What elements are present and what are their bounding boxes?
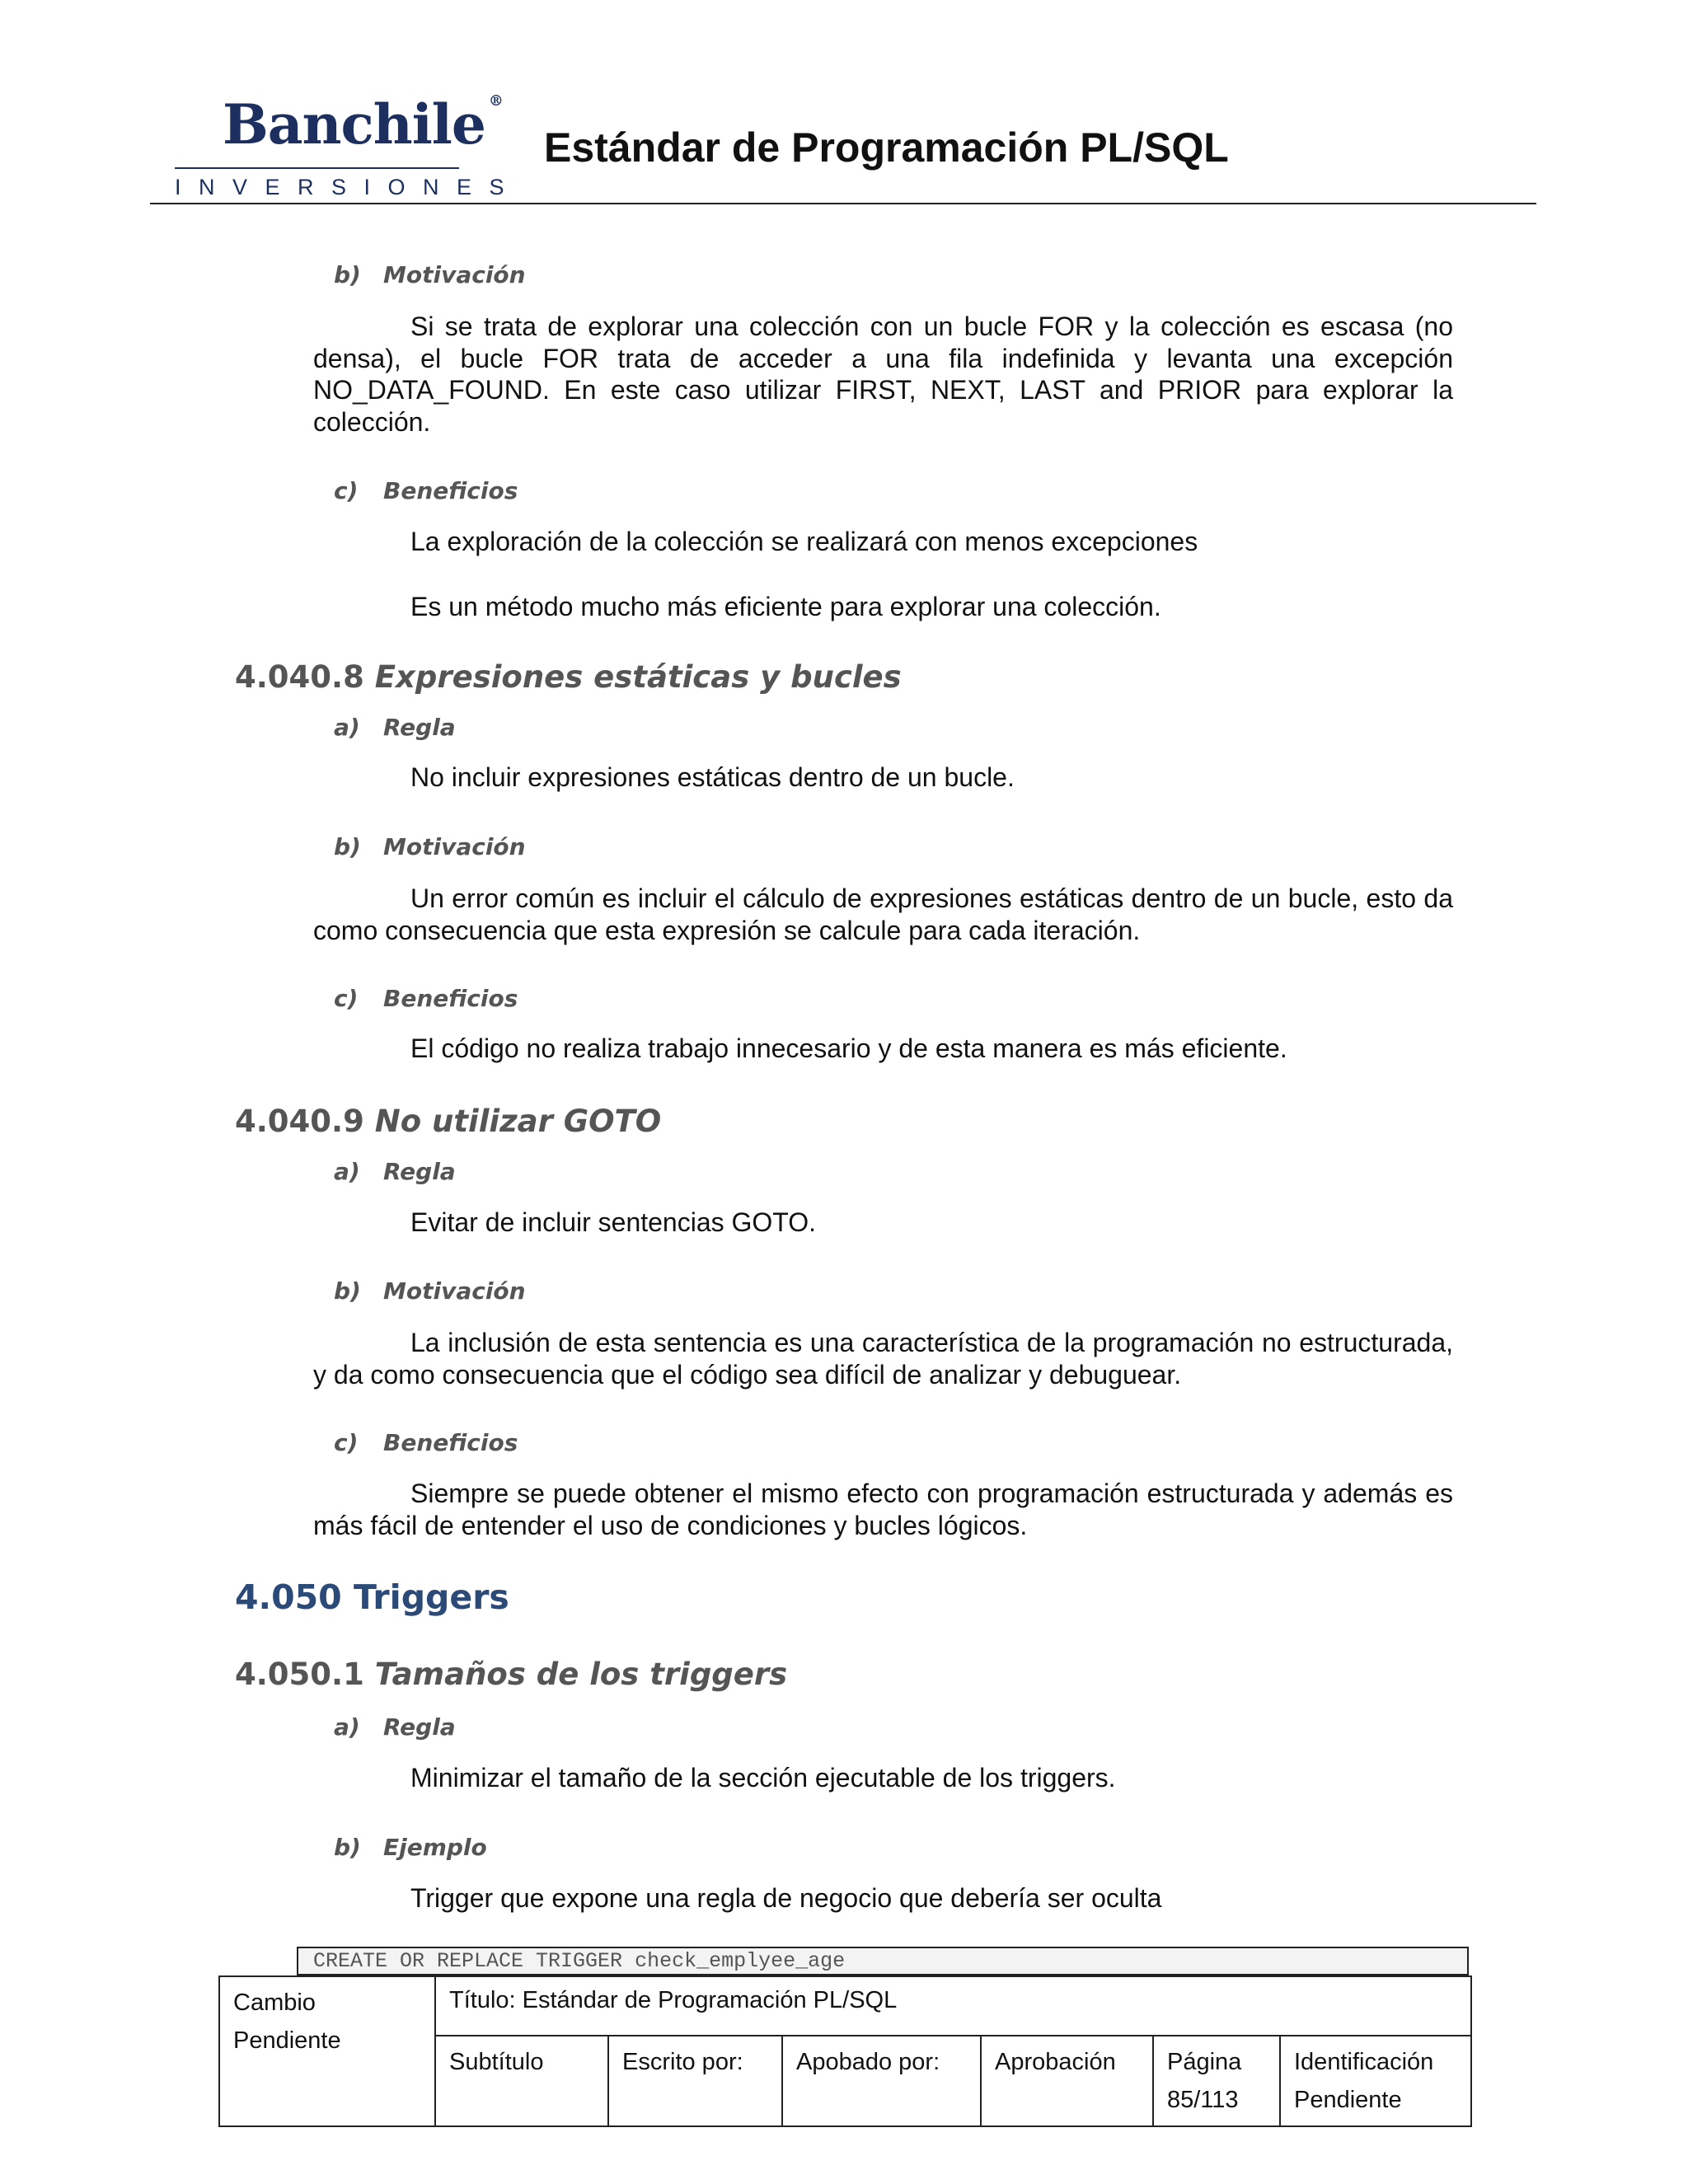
footer-aprobacion: Aprobación: [981, 2036, 1153, 2126]
footer-pendiente: Pendiente: [233, 2027, 341, 2054]
subsection-heading: b) Motivación: [334, 1277, 526, 1305]
footer-pagina-number: 85/113: [1167, 2087, 1239, 2113]
footer-identificacion-label: Identificación: [1294, 2049, 1434, 2075]
footer-title: Título: Estándar de Programación PL/SQL: [435, 1976, 1471, 2036]
header-rule: [150, 203, 1536, 204]
footer-apobado: Apobado por:: [782, 2036, 981, 2126]
subsection-heading: b) Motivación: [334, 833, 526, 860]
footer-subtitulo: Subtítulo: [435, 2036, 608, 2126]
footer-cambio-cell: [219, 1976, 435, 2126]
footer-cambio: Cambio: [233, 1990, 316, 2016]
document-title: Estándar de Programación PL/SQL: [544, 124, 1229, 171]
paragraph: Siempre se puede obtener el mismo efecto con programación estructurada y además es más fácil de entender el uso de condiciones y bucles lógicos.: [313, 1479, 1453, 1540]
subsection-heading: a) Regla: [334, 1713, 456, 1741]
logo-subtitle: INVERSIONES: [175, 175, 523, 199]
footer-table: [218, 1975, 1472, 2127]
section-heading: 4.040.9 No utilizar GOTO: [235, 1104, 662, 1139]
paragraph: Minimizar el tamaño de la sección ejecutable de los triggers.: [410, 1763, 1116, 1793]
section-heading: 4.040.8 Expresiones estáticas y bucles: [235, 659, 902, 695]
footer-pagina-cell: [1153, 2036, 1280, 2126]
company-logo: Banchile ®: [223, 92, 503, 157]
paragraph: No incluir expresiones estáticas dentro de un bucle.: [410, 762, 1015, 792]
paragraph: La exploración de la colección se realizará con menos excepciones: [410, 527, 1198, 556]
paragraph: Evitar de incluir sentencias GOTO.: [410, 1207, 817, 1237]
paragraph: La inclusión de esta sentencia es una característica de la programación no estructurada, y da como consecuencia que el código sea difícil de analizar y debuguear.: [313, 1328, 1453, 1390]
subsection-heading: a) Regla: [334, 714, 456, 741]
chapter-heading: 4.050 Triggers: [235, 1577, 509, 1617]
footer-escrito: Escrito por:: [608, 2036, 782, 2126]
paragraph: El código no realiza trabajo innecesario y de esta manera es más eficiente.: [410, 1033, 1287, 1063]
footer-identificacion-value: Pendiente: [1294, 2087, 1402, 2113]
subsection-heading: b) Ejemplo: [334, 1834, 487, 1861]
subsection-heading: a) Regla: [334, 1158, 456, 1185]
subsection-heading: b) Motivación: [334, 261, 526, 288]
footer-pagina-label: Página: [1167, 2049, 1242, 2075]
paragraph: Es un método mucho más eficiente para explorar una colección.: [410, 592, 1161, 621]
code-block: CREATE OR REPLACE TRIGGER check_emplyee_age: [297, 1947, 1469, 1975]
subsection-heading: c) Beneficios: [334, 477, 518, 504]
paragraph: Un error común es incluir el cálculo de expresiones estáticas dentro de un bucle, esto da como consecuencia que esta expresión se calcule para cada iteración.: [313, 883, 1453, 945]
footer-identificacion-cell: [1280, 2036, 1471, 2126]
registered-mark: ®: [488, 92, 503, 110]
section-heading: 4.050.1 Tamaños de los triggers: [235, 1657, 788, 1692]
paragraph: Trigger que expone una regla de negocio que debería ser oculta: [410, 1883, 1162, 1913]
subsection-heading: c) Beneficios: [334, 1429, 518, 1456]
subsection-heading: c) Beneficios: [334, 985, 518, 1012]
logo-divider: [175, 167, 459, 169]
paragraph: Si se trata de explorar una colección con un bucle FOR y la colección es escasa (no densa), el bucle FOR trata de acceder a una fila indefinida y levanta una excepción NO_DATA_FOUND. En este caso utilizar FIRST, NEXT, LAST and PRIOR para explorar la colección.: [313, 312, 1453, 437]
